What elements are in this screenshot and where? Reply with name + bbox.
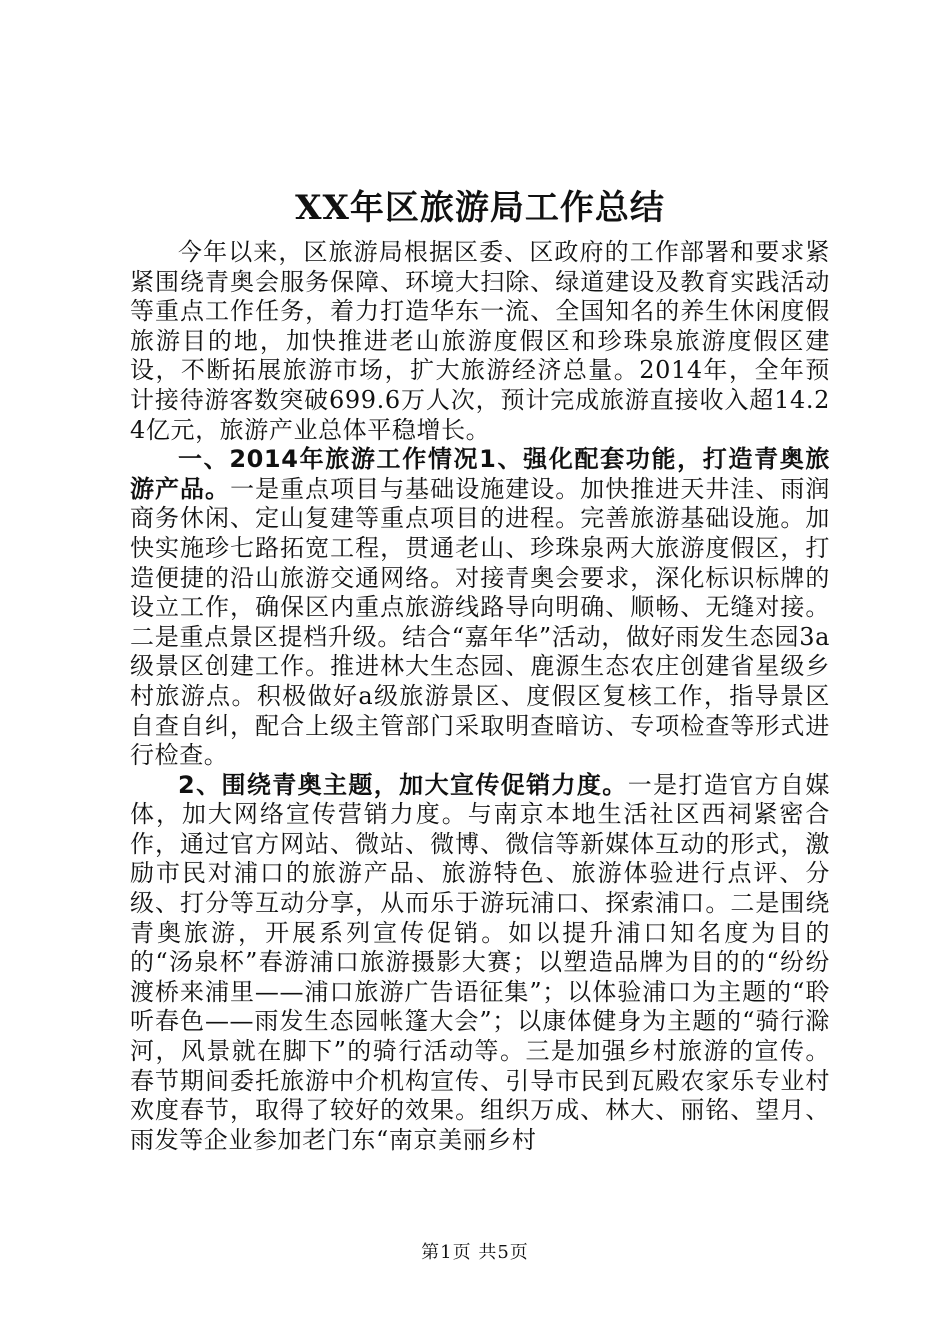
paragraph-section-1 xyxy=(130,445,830,771)
paragraph-intro xyxy=(130,238,830,445)
paragraph-lead: 一、2014年旅游工作情况1、强化配套功能，打造青奥旅游产品。 xyxy=(130,445,830,503)
page-number-footer: 第1页 共5页 xyxy=(421,1242,529,1263)
document-page xyxy=(130,182,830,1155)
paragraph-lead: 2、围绕青奥主题，加大宣传促销力度。 xyxy=(178,770,628,799)
paragraph-text: 一是重点项目与基础设施建设。加快推进天井洼、雨润商务休闲、定山复建等重点项目的进程。完善旅游基础设施。加快实施珍七路拓宽工程，贯通老山、珍珠泉两大旅游度假区，打造便捷的沿山旅游交通网络。对接青奥会要求，深化标识标牌的设立工作，确保区内重点旅游线路导向明确、顺畅、无缝对接。二是重点景区提档升级。结合“嘉年华”活动，做好雨发生态园3a级景区创建工作。推进林大生态园、鹿源生态农庄创建省星级乡村旅游点。积极做好a级旅游景区、度假区复核工作，指导景区自查自纠，配合上级主管部门采取明查暗访、专项检查等形式进行检查。 xyxy=(130,474,830,770)
document-title: XX年区旅游局工作总结 xyxy=(295,188,665,228)
paragraph-section-2 xyxy=(130,771,830,1156)
paragraph-text: 今年以来，区旅游局根据区委、区政府的工作部署和要求紧紧围绕青奥会服务保障、环境大扫除、绿道建设及教育实践活动等重点工作任务，着力打造华东一流、全国知名的养生休闲度假旅游目的地，加快推进老山旅游度假区和珍珠泉旅游度假区建设，不断拓展旅游市场，扩大旅游经济总量。2014年，全年预计接待游客数突破699.6万人次，预计完成旅游直接收入超14.24亿元，旅游产业总体平稳增长。 xyxy=(130,238,830,444)
paragraph-text: 一是打造官方自媒体，加大网络宣传营销力度。与南京本地生活社区西祠紧密合作，通过官方网站、微站、微博、微信等新媒体互动的形式，激励市民对浦口的旅游产品、旅游特色、旅游体验进行点评、分级、打分等互动分享，从而乐于游玩浦口、探索浦口。二是围绕青奥旅游，开展系列宣传促销。如以提升浦口知名度为目的的“汤泉杯”春游浦口旅游摄影大赛；以塑造品牌为目的的“纷纷渡桥来浦里——浦口旅游广告语征集”；以体验浦口为主题的“聆听春色——雨发生态园帐篷大会”；以康体健身为主题的“骑行滁河，风景就在脚下”的骑行活动等。三是加强乡村旅游的宣传。春节期间委托旅游中介机构宣传、引导市民到瓦殿农家乐专业村欢度春节，取得了较好的效果。组织万成、林大、丽铭、望月、雨发等企业参加老门东“南京美丽乡村 xyxy=(130,770,830,1154)
